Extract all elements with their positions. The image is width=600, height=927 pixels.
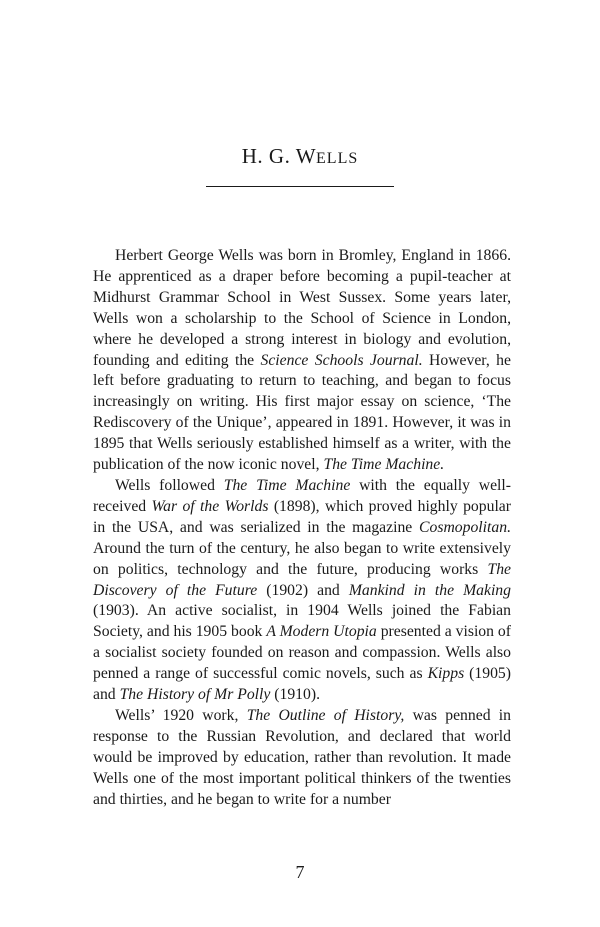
- title-small-caps: ELLS: [316, 150, 359, 167]
- title-initials: H. G. W: [241, 144, 317, 168]
- italic-title: Cosmopolitan.: [419, 518, 511, 536]
- chapter-title: [0, 144, 600, 169]
- paragraph-1: [93, 246, 511, 476]
- text-run: (1910).: [270, 686, 321, 704]
- italic-title: Science Schools Journal.: [260, 351, 423, 369]
- italic-title: War of the Worlds: [151, 497, 269, 515]
- italic-title: The History of Mr Polly: [119, 686, 271, 704]
- text-run: Herbert George Wells was born in Bromley, England in 1866. He apprenticed as a draper before becoming a pupil-teacher at Midhurst Grammar School in West Sussex. Some years later, Wells won a scholarship to the School of Science in London, where he developed a strong interest in biology and evolution, founding and editing the: [93, 247, 511, 369]
- body-text: [93, 246, 511, 810]
- italic-title: The Outline of History,: [246, 706, 405, 724]
- text-run: (1905) and: [93, 665, 511, 704]
- italic-title: The Time Machine.: [323, 456, 445, 474]
- paragraph-3: [93, 706, 511, 811]
- paragraph-2: [93, 476, 511, 706]
- italic-title: The Time Machine: [223, 476, 351, 494]
- text-run: presented a vision of a socialist society founded on reason and compassion. Wells also penned a range of successful comic novels, such as: [93, 623, 511, 683]
- italic-title: The Discovery of the Future: [93, 560, 511, 599]
- text-run: (1903). An active socialist, in 1904 Wells joined the Fabian Society, and his 1905 book: [93, 602, 511, 641]
- text-run: (1898), which proved highly popular in the USA, and was serialized in the magazine: [93, 497, 511, 536]
- page-number: 7: [295, 862, 305, 882]
- italic-title: Mankind in the Making: [348, 581, 511, 599]
- italic-title: Kipps: [427, 665, 465, 683]
- text-run: However, he left before graduating to return to teaching, and began to focus increasingly on writing. His first major essay on science, ‘The Rediscovery of the Unique’, appeared in 1891. However, it was in 1895 that Wells seriously established himself as a writer, with the publication of the now iconic novel,: [93, 351, 511, 474]
- text-run: was penned in response to the Russian Revolution, and declared that world would be improved by education, rather than revolution. It made Wells one of the most important political thinkers of the twenties and thirties, and he began to write for a number: [93, 706, 511, 808]
- text-run: Wells’ 1920 work,: [115, 706, 247, 724]
- text-run: with the equally well-received: [93, 476, 511, 515]
- text-run: Wells followed: [115, 476, 224, 494]
- text-run: Around the turn of the century, he also began to write extensively on politics, technology and the future, producing works: [93, 539, 511, 578]
- text-run: (1902) and: [257, 581, 349, 599]
- title-divider: [206, 186, 394, 187]
- italic-title: A Modern Utopia: [266, 623, 377, 641]
